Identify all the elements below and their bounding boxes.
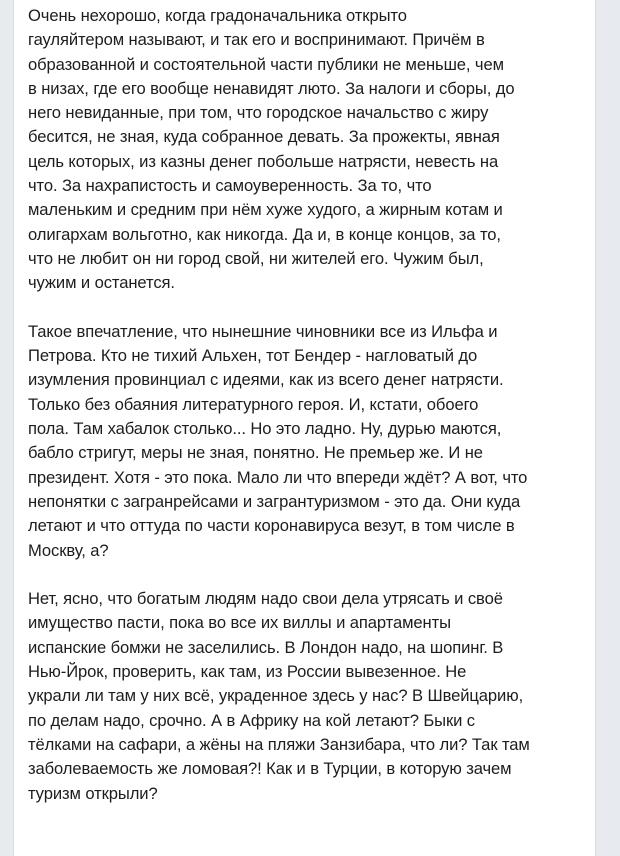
post-card [13, 0, 596, 856]
paragraph-2: Такое впечатление, что нынешние чиновники все из Ильфа и Петрова. Кто не тихий Альхен, тот Бендер - нагловатый до изумления провинциал с идеями, как из всего денег натрясти. Только без обаяния литературного героя. И, кстати, обоего пола. Там хабалок столько... Но это ладно. Ну, дурью маются, бабло стригут, меры не зная, понятно. Не премьер же. И не президент. Хотя - это пока. Мало ли что впереди ждёт? А вот, что непонятки с загранрейсами и загрантуризмом - это да. Они куда летают и что оттуда по части коронавируса везут, в том числе в Москву, а? [28, 321, 528, 560]
post-text [28, 4, 584, 806]
scrollbar[interactable] [611, 0, 620, 856]
paragraph-3: Нет, ясно, что богатым людям надо свои дела утрясать и своё имущество пасти, пока во все их виллы и апартаменты испанские бомжи не заселились. В Лондон надо, на шопинг. В Нью-Йрок, проверить, как там, из России вывезенное. Не украли ли там у них всё, украденное здесь у нас? В Швейцарию, по делам надо, срочно. А в Африку на кой летают? Быки с тёлками на сафари, а жёны на пляжи Занзибара, что ли? Так там заболеваемость же ломовая?! Как и в Турции, в которую зачем туризм открыли? [28, 589, 530, 803]
paragraph-1: Очень нехорошо, когда градоначальника открыто гауляйтером называют, и так его и воспринимают. Причём в образованной и состоятельной части публики не меньше, чем в низах, где его вообще ненавидят люто. За налоги и сборы, до него невиданные, при том, что городское начальство с жиру бесится, не зная, куда собранное девать. За прожекты, явная цель которых, из казны денег побольше натрясти, невесть на что. За нахрапистость и самоуверенность. За то, что маленьким и средним при нём хуже худого, а жирным котам и олигархам вольготно, как никогда. Да и, в конце концов, за то, что не любит он ни город свой, ни жителей его. Чужим был, чужим и останется. [28, 6, 515, 293]
